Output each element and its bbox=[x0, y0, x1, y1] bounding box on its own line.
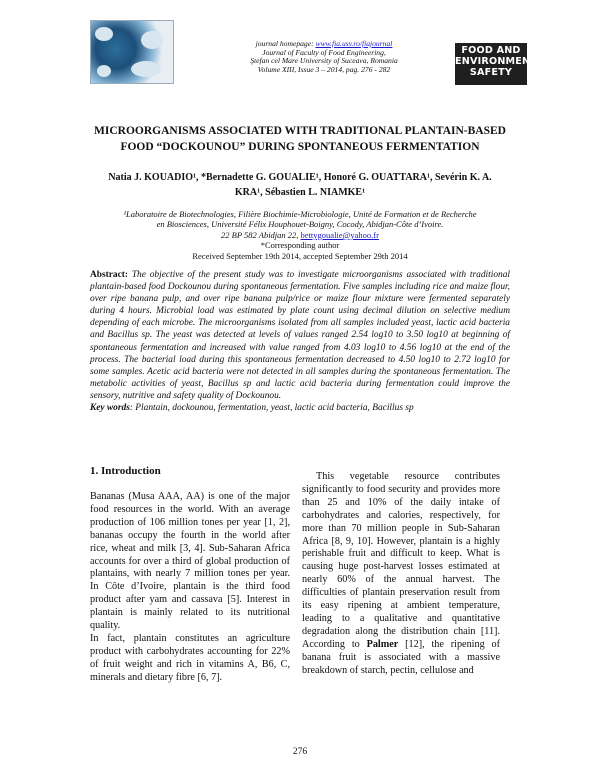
logo-line-3: SAFETY bbox=[469, 67, 513, 78]
logo-line-1: FOOD AND bbox=[461, 45, 521, 56]
author-list bbox=[80, 171, 520, 200]
journal-homepage: journal homepage: www.fia.usv.ro/fiajournal bbox=[255, 39, 393, 48]
affiliation bbox=[95, 209, 505, 261]
cited-author: Palmer bbox=[366, 638, 399, 650]
intro-paragraph-3: This vegetable resource contributes significantly to food security and provides more than 25 and 10% of the daily intake of carbohydrates and calories, respectively, for more than 70 million people in Sub-Saharan Africa [8, 9, 10]. However, plantain is a highly perishable fruit and difficult to keep. What is causing huge post-harvest losses estimated at nearly 60% of the annual harvest. The difficulties of plantain preservation result from its easy ripening at ambient temperature, leading to a qualitative and quantitative degradation along the distribution chain [11]. According to Palmer [12], the ripening of banana fruit is associated with a massive breakdown of starch, pectin, cellulose and bbox=[302, 471, 500, 676]
email-link[interactable]: bettygoualie@yahoo.fr bbox=[300, 229, 379, 240]
keywords-text: : Plantain, dockounou, fermentation, yeast, lactic acid bacteria, Bacillus sp bbox=[129, 403, 414, 414]
intro-paragraph-1: Bananas (Musa AAA, AA) is one of the major food resources in the world. With an average production of 106 million tones per year [1, 2], bananas occupy the fourth in the world after rice, wheat and milk [3, 4]. Sub-Saharan Africa accounts for over a third of global production of plantains, with nearly 7 million tones per year. In Côte d’Ivoire, plantain is the third food product after yam and cassava [5]. Interest in plantain is mainly related to its nutritional quality. bbox=[90, 491, 290, 632]
authors-line-2: KRA¹, Sébastien L. NIAMKE¹ bbox=[234, 186, 366, 198]
journal-name: Journal of Faculty of Food Engineering, bbox=[262, 47, 386, 57]
authors-line-1: Natia J. KOUADIO¹, *Bernadette G. GOUALIE¹, Honoré G. OUATTARA¹, Sevérin K. A. bbox=[108, 172, 492, 183]
title-line-2: FOOD “DOCKOUNOU” DURING SPONTANEOUS FERMENTATION bbox=[120, 141, 480, 153]
intro-paragraph-2: In fact, plantain constitutes an agriculture product with carbohydrates accounting for 22% of fruit weight and rich in vitamins A, B6, C, minerals and dietary fibre [6, 7]. bbox=[90, 632, 290, 683]
keywords-label: Key words bbox=[90, 403, 130, 414]
affiliation-line-1: ¹Laboratoire de Biotechnologies, Filière Biochimie-Microbiologie, Unité de Formation et de Recherche bbox=[123, 209, 477, 219]
received-dates: Received September 19th 2014, accepted September 29th 2014 bbox=[192, 250, 408, 261]
page-number: 276 bbox=[292, 747, 308, 757]
logo-line-2: ENVIRONMENT bbox=[455, 56, 538, 67]
section-heading-introduction: 1. Introduction bbox=[90, 465, 161, 477]
title-line-1: MICROORGANISMS ASSOCIATED WITH TRADITIONAL PLANTAIN-BASED bbox=[94, 125, 506, 137]
abstract-body bbox=[90, 269, 510, 402]
abstract-text: The objective of the present study was to investigate microorganisms associated with traditional plantain-based food Dockounou during spontaneous fermentation. Five samples including rice and maize flour, over ripe banana pulp, and over ripe banana pulp/rice or maize flour mixture were fermented separately during 4 hours. Microbial load was estimated by plate count using decimal dilution on selective medium depending of each microbe. The microorganisms isolated from all samples included yeast, lactic acid bacteria and Bacillus sp. The yeast was detected at levels of values ranged 2.54 log10 to 3.50 log10 at beginning of spontaneous fermentation and increased with value ranged from 4.03 log10 to 4.56 log10 at the end of the process. The bacterial load during this spontaneous fermentation decreased to 4.50 log10 to 2.72 log10 for some samples. Acetic acid bacteria were not detected in all samples during the spontaneous fermentation. The metabolic activities of yeast, Bacillus sp and lactic acid bacteria during fermentation could improve the sensory, nutritive and safety quality of Dockounou. bbox=[90, 270, 510, 401]
journal-info bbox=[200, 40, 448, 74]
food-environment-safety-logo bbox=[455, 43, 538, 85]
affiliation-line-2: en Biosciences, Université Félix Houphouet-Boigny, Cocody, Abidjan-Côte d’Ivoire. bbox=[156, 219, 444, 230]
intro-left-column bbox=[90, 491, 290, 685]
abstract bbox=[90, 269, 510, 414]
volume-info: Volume XIII, Issue 3 – 2014, pag. 276 - 282 bbox=[257, 64, 391, 74]
abstract-label: Abstract: bbox=[90, 270, 129, 280]
paper-title bbox=[70, 123, 530, 155]
journal-cover-logo bbox=[90, 20, 174, 84]
university-name: Ştefan cel Mare University of Suceava, Romania bbox=[250, 56, 398, 66]
affiliation-address: 22 BP 582 Abidjan 22, bettygoualie@yahoo.fr bbox=[221, 229, 379, 240]
keywords bbox=[90, 402, 510, 414]
intro-right-column bbox=[302, 471, 500, 678]
corresponding-author: *Corresponding author bbox=[260, 240, 340, 251]
journal-homepage-link[interactable]: www.fia.usv.ro/fiajournal bbox=[315, 39, 393, 48]
